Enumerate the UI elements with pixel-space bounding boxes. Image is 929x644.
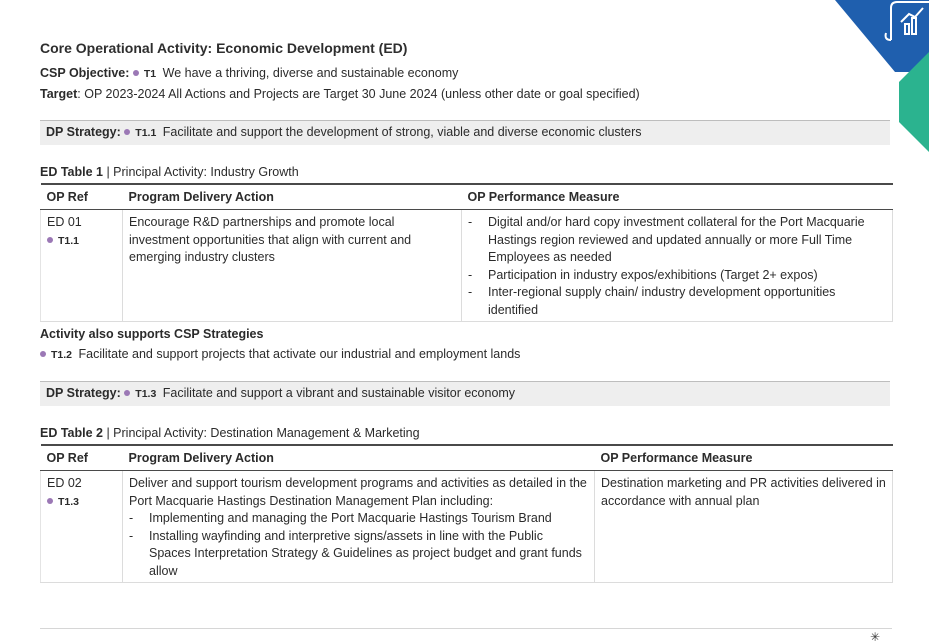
dp-strategy-1 [40, 120, 890, 145]
col-program-delivery-action: Program Delivery Action [123, 184, 462, 210]
op-ref-code: T1.1 [58, 234, 80, 247]
table-1-title [40, 165, 892, 180]
ed-table-1 [40, 183, 893, 322]
col-op-ref: OP Ref [41, 184, 123, 210]
bullet-icon [124, 129, 130, 135]
ed-table-2 [40, 444, 893, 583]
dp-strategy-code: T1.1 [135, 127, 157, 139]
target-label: Target [40, 87, 78, 101]
dp-strategy-label: DP Strategy: [46, 125, 121, 139]
table-row [41, 210, 893, 322]
measure-cell [462, 210, 893, 322]
action-intro: Deliver and support tourism development programs and activities as detailed in the Port Macquarie Hastings Destination Management Plan including: [129, 476, 587, 508]
dp-strategy-label: DP Strategy: [46, 386, 121, 400]
sparkle-icon: ✳ [870, 630, 881, 644]
csp-objective-code: T1 [143, 68, 157, 80]
dp-strategy-code: T1.3 [135, 388, 157, 400]
csp-objective-label: CSP Objective: [40, 66, 130, 80]
list-item: - Inter-regional supply chain/ industry development opportunities identified [468, 284, 886, 319]
list-item: - Installing wayfinding and interpretive signs/assets in line with the Public Spaces Interpretation Strategy & Guidelines as project budget and grant funds allow [129, 528, 588, 581]
list-item: - Participation in industry expos/exhibitions (Target 2+ expos) [468, 267, 886, 285]
col-op-performance-measure: OP Performance Measure [595, 445, 893, 471]
op-ref-cell [41, 471, 123, 583]
op-ref: ED 01 [47, 215, 82, 229]
table-2-title-rest: | Principal Activity: Destination Management & Marketing [102, 426, 420, 440]
list-item: - Digital and/or hard copy investment collateral for the Port Macquarie Hastings region reviewed and updated annually or more Full Time Employees as needed [468, 214, 886, 267]
bullet-icon [47, 498, 53, 504]
action-cell: Encourage R&D partnerships and promote local investment opportunities that align with current and emerging industry clusters [123, 210, 462, 322]
dp-strategy-text: Facilitate and support the development of strong, viable and diverse economic clusters [162, 125, 642, 139]
list-item: - Implementing and managing the Port Macquarie Hastings Tourism Brand [129, 510, 588, 528]
bullet-icon [40, 351, 46, 357]
dp-strategy-2 [40, 381, 890, 406]
bullet-icon [124, 390, 130, 396]
table-1-title-bold: ED Table 1 [40, 165, 103, 179]
col-op-performance-measure: OP Performance Measure [462, 184, 893, 210]
bullet-icon [47, 237, 53, 243]
footer-divider [40, 628, 892, 629]
page-title: Core Operational Activity: Economic Development (ED) [40, 40, 408, 56]
dp-strategy-text: Facilitate and support a vibrant and sustainable visitor economy [162, 386, 516, 400]
action-cell [123, 471, 595, 583]
table-2-title-bold: ED Table 2 [40, 426, 103, 440]
op-ref-cell [41, 210, 123, 322]
supports-text: Facilitate and support projects that activate our industrial and employment lands [78, 347, 521, 361]
op-ref: ED 02 [47, 476, 82, 490]
target-line [40, 87, 892, 102]
measure-cell: Destination marketing and PR activities delivered in accordance with annual plan [595, 471, 893, 583]
table-1-title-rest: | Principal Activity: Industry Growth [102, 165, 299, 179]
supports-code: T1.2 [51, 349, 73, 361]
col-op-ref: OP Ref [41, 445, 123, 471]
csp-objective-text: We have a thriving, diverse and sustainable economy [162, 66, 459, 80]
op-ref-code: T1.3 [58, 495, 80, 508]
csp-objective [40, 66, 892, 82]
supports-item [40, 347, 892, 363]
table-row [41, 471, 893, 583]
col-program-delivery-action: Program Delivery Action [123, 445, 595, 471]
bullet-icon [133, 70, 139, 76]
supports-heading: Activity also supports CSP Strategies [40, 327, 264, 341]
table-2-title [40, 426, 892, 441]
target-text: : OP 2023-2024 All Actions and Projects are Target 30 June 2024 (unless other date or goal specified) [77, 87, 640, 101]
